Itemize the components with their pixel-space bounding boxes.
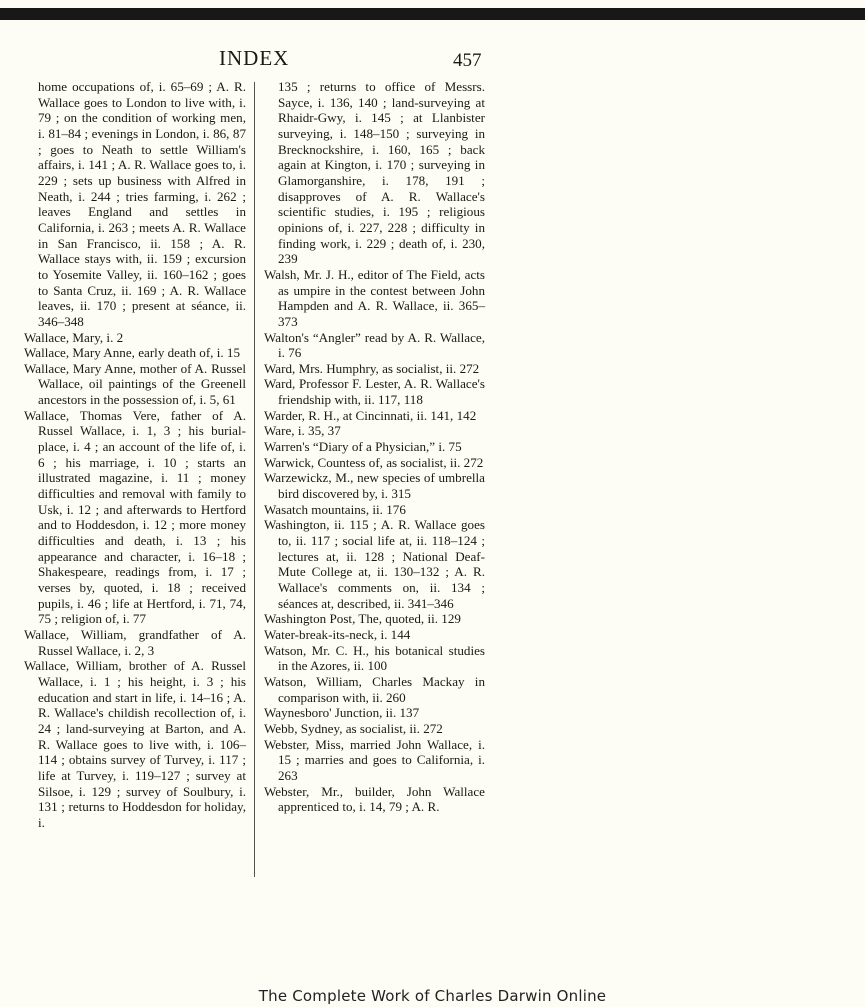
page-title: INDEX: [219, 46, 290, 70]
index-column-left: [24, 79, 246, 831]
index-entry: Wallace, William, grandfather of A. Russel Wallace, i. 2, 3: [24, 626, 246, 658]
index-entry: Wasatch mountains, ii. 176: [264, 501, 406, 517]
index-entry: Wallace, Mary Anne, mother of A. Russel Wallace, oil paintings of the Greenell ancestors in the possession of, i. 5, 61: [24, 360, 246, 408]
index-entry: 135 ; returns to office of Messrs. Sayce, i. 136, 140 ; land-surveying at Rhaidr-Gwy, i. 145 ; at Llanbister surveying, i. 148–150 ; surveying in Brecknockshire, i. 160, 165 ; back again at Kington, i. 170 ; surveying in Glamorganshire, i. 178, 191 ; disapproves of A. R. Wallace's scientific studies, i. 195 ; religious opinions of, i. 227, 228 ; difficulty in finding work, i. 229 ; death of, i. 230, 239: [278, 79, 485, 267]
index-entry: Washington, ii. 115 ; A. R. Wallace goes to, ii. 117 ; social life at, ii. 118–124 ; lectures at, ii. 128 ; National Deaf-Mute College at, ii. 130–132 ; A. R. Wallace's comments on, ii. 134 ; séances at, described, ii. 341–346: [264, 517, 485, 611]
index-entry: Warder, R. H., at Cincinnati, ii. 141, 142: [264, 407, 477, 423]
index-entry: Wallace, Mary Anne, early death of, i. 15: [24, 345, 241, 361]
index-entry: Walsh, Mr. J. H., editor of The Field, acts as umpire in the contest between John Hampden and A. R. Wallace, ii. 365–373: [264, 266, 485, 329]
index-entry: Webb, Sydney, as socialist, ii. 272: [264, 720, 443, 736]
index-entry: Warwick, Countess of, as socialist, ii. 272: [264, 454, 484, 470]
index-entry: Washington Post, The, quoted, ii. 129: [264, 611, 461, 627]
index-entry: Walton's “Angler” read by A. R. Wallace, i. 76: [264, 329, 485, 361]
index-entry: Webster, Mr., builder, John Wallace apprenticed to, i. 14, 79 ; A. R.: [264, 783, 485, 815]
index-entry: Water-break-its-neck, i. 144: [264, 626, 411, 642]
index-entry: Watson, Mr. C. H., his botanical studies in the Azores, ii. 100: [264, 642, 485, 674]
index-entry: Ware, i. 35, 37: [264, 423, 341, 439]
index-column-right: [264, 79, 485, 815]
column-divider: [254, 82, 255, 877]
site-footer: The Complete Work of Charles Darwin Online: [258, 987, 607, 1005]
index-entry: Ward, Mrs. Humphry, as socialist, ii. 272: [264, 360, 480, 376]
index-entry: Webster, Miss, married John Wallace, i. 15 ; marries and goes to California, i. 263: [264, 736, 485, 783]
index-entry: Waynesboro' Junction, ii. 137: [264, 705, 420, 721]
top-rule: [0, 8, 865, 20]
index-entry: Wallace, Mary, i. 2: [24, 329, 124, 345]
index-entry: Watson, William, Charles Mackay in comparison with, ii. 260: [264, 673, 485, 705]
page-number: 457: [453, 50, 482, 71]
index-entry: Ward, Professor F. Lester, A. R. Wallace's friendship with, ii. 117, 118: [264, 376, 485, 408]
index-entry: Wallace, Thomas Vere, father of A. Russel Wallace, i. 1, 3 ; his burial-place, i. 4 ; an account of the life of, i. 6 ; his marriage, i. 10 ; starts an illustrated magazine, i. 11 ; money difficulties and removal with family to Usk, i. 12 ; and afterwards to Hertford and to Hoddesdon, i. 12 ; more money difficulties and death, i. 13 ; his appearance and character, i. 16–18 ; Shakespeare, readings from, i. 17 ; verses by, quoted, i. 18 ; received pupils, i. 46 ; life at Hertford, i. 71, 74, 75 ; religion of, i. 77: [24, 407, 246, 627]
index-entry: Wallace, William, brother of A. Russel Wallace, i. 1 ; his height, i. 3 ; his education and start in life, i. 14–16 ; A. R. Wallace's childish recollection of, i. 24 ; land-surveying at Barton, and A. R. Wallace goes to live with, i. 106–114 ; obtains survey of Turvey, i. 117 ; life at Turvey, i. 119–127 ; survey at Silsoe, i. 129 ; survey of Soulbury, i. 131 ; returns to Hoddesdon for holiday, i.: [24, 658, 246, 830]
index-entry: Warren's “Diary of a Physician,” i. 75: [264, 439, 462, 455]
index-entry: Warzewickz, M., new species of umbrella bird discovered by, i. 315: [264, 470, 485, 502]
index-entry: home occupations of, i. 65–69 ; A. R. Wallace goes to London to live with, i. 79 ; on the condition of working men, i. 81–84 ; evenings in London, i. 86, 87 ; goes to Neath to settle William's affairs, i. 141 ; A. R. Wallace goes to, i. 229 ; sets up business with Alfred in Neath, i. 244 ; tries farming, i. 262 ; leaves England and settles in California, i. 263 ; meets A. R. Wallace in San Francisco, ii. 158 ; A. R. Wallace stays with, ii. 159 ; excursion to Yosemite Valley, ii. 160–162 ; goes to Santa Cruz, ii. 169 ; A. R. Wallace leaves, ii. 170 ; present at séance, ii. 346–348: [38, 79, 246, 329]
